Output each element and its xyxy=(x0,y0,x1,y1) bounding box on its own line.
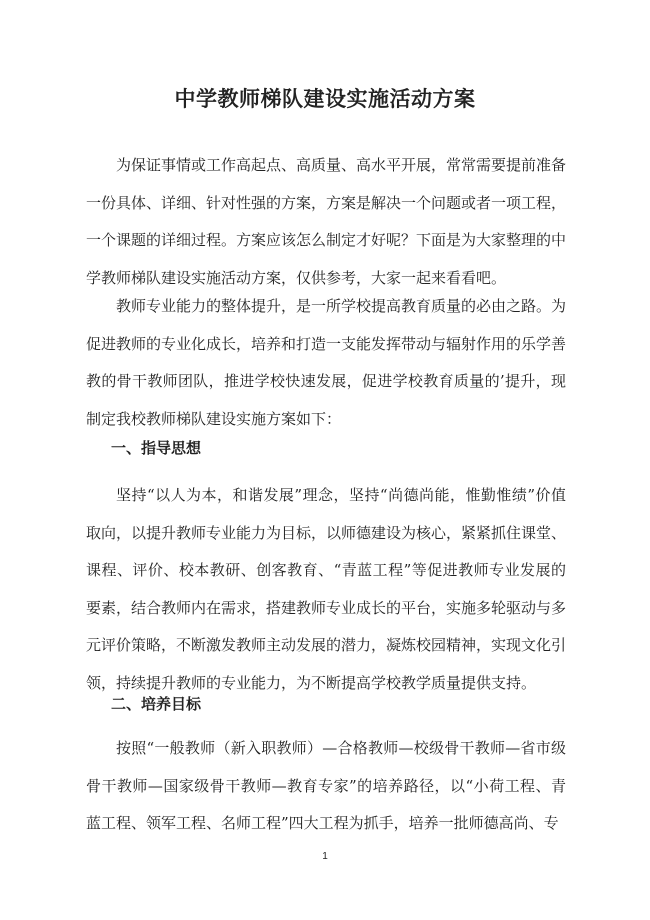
training-goals-paragraph: 按照“一般教师（新入职教师）—合格教师—校级骨干教师—省市级骨干教师—国家级骨干教师—教育专家”的培养路径，以“小荷工程、青蓝工程、领军工程、名师工程”四大工程为抓手，培养一批师德高尚、专 xyxy=(86,739,566,833)
section-heading-training-goals: 二、培养目标 xyxy=(111,695,202,713)
intro-paragraph: 为保证事情或工作高起点、高质量、高水平开展，常常需要提前准备一份具体、详细、针对性强的方案，方案是解决一个问题或者一项工程，一个课题的详细过程。方案应该怎么制定才好呢？下面是为大家整理的中学教师梯队建设实施活动方案，仅供参考，大家一起来看看吧。 xyxy=(86,156,567,287)
purpose-paragraph: 教师专业能力的整体提升，是一所学校提高教育质量的必由之路。为促进教师的专业化成长，培养和打造一支能发挥带动与辐射作用的乐学善教的骨干教师团队，推进学校快速发展，促进学校教育质量的’提升，现制定我校教师梯队建设实施方案如下： xyxy=(86,297,567,428)
page-number: 1 xyxy=(322,851,328,862)
section-heading-guiding-ideology: 一、指导思想 xyxy=(111,439,202,457)
guiding-ideology-paragraph: 坚持“以人为本，和谐发展”理念，坚持“尚德尚能，惟勤惟绩”价值取向，以提升教师专业能力为目标，以师德建设为核心，紧紧抓住课堂、课程、评价、校本教研、创客教育、“青蓝工程”等促进教师专业发展的要素，结合教师内在需求，搭建教师专业成长的平台，实施多轮驱动与多元评价策略，不断激发教师主动发展的潜力，凝炼校园精神，实现文化引领，持续提升教师的专业能力，为不断提高学校教学质量提供支持。 xyxy=(86,486,567,692)
document-title: 中学教师梯队建设实施活动方案 xyxy=(174,87,476,111)
